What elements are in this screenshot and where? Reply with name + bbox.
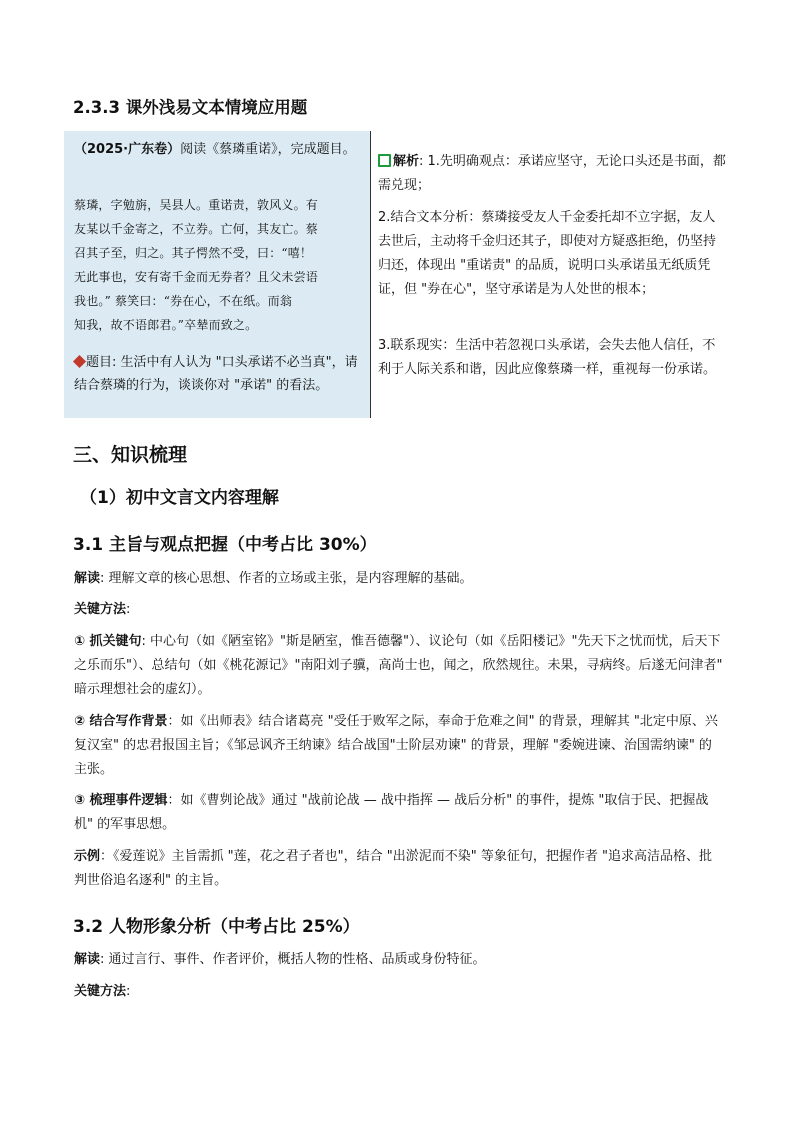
method-3-label: ③ 梳理事件逻辑 [74, 793, 168, 808]
question-topic [74, 351, 370, 397]
section-title-3-2: 3.2 人物形象分析（中考占比 25%） [73, 917, 360, 937]
interp-label: 解读 [74, 952, 101, 967]
method-2-text: ：如《出师表》结合诸葛亮 "受任于败军之际，奉命于危难之间" 的背景，理解其 "北定中原、兴复汉室" 的忠君报国主旨；《邹忌讽齐王纳谏》结合战国"士阶层劝谏" 的背景，理解 "委婉进谏、治国需纳谏" 的主张。 [74, 714, 718, 777]
classical-line: 知我，故不语郎君。”卒辇而致之。 [74, 318, 258, 332]
method-3-text: ：如《曹刿论战》通过 "战前论战 — 战中指挥 — 战后分析" 的事件，提炼 "取信于民、把握战机" 的军事思想。 [74, 793, 709, 832]
method-2-label: ② 结合写作背景 [74, 714, 168, 729]
classical-line: 我也。” 蔡笑曰：“券在心，不在纸。而翁 [74, 294, 293, 308]
topic-text: : 生活中有人认为 "口头承诺不必当真"，请结合蔡璘的行为，谈谈你对 "承诺" 的看法。 [74, 355, 358, 393]
interpretation-3-1 [74, 567, 724, 591]
method-1-label: ① 抓关键句 [74, 634, 142, 649]
question-header [74, 138, 366, 162]
answer-point-1 [378, 150, 728, 198]
subsection-title-1: （1）初中文言文内容理解 [80, 488, 279, 508]
classical-text [74, 193, 366, 337]
classical-line: 召其子至，归之。其子愕然不受，曰：“嘻！ [74, 246, 313, 260]
section-title-3-1: 3.1 主旨与观点把握（中考占比 30%） [73, 535, 377, 555]
question-instruction: 阅读《蔡璘重诺》，完成题目。 [180, 142, 356, 157]
example-label: 示例 [74, 849, 101, 864]
section-title-2-3-3: 2.3.3 课外浅易文本情境应用题 [73, 98, 308, 117]
answer-point-3: 3.联系现实：生活中若忽视口头承诺，会失去他人信任，不利于人际关系和谐，因此应像蔡璘一样，重视每一份承诺。 [378, 338, 717, 377]
interpretation-3-2 [74, 948, 724, 972]
method-1 [74, 630, 724, 702]
interp-text: : 理解文章的核心思想、作者的立场或主张，是内容理解的基础。 [100, 571, 473, 586]
method-2 [74, 710, 724, 782]
green-checkbox-icon [378, 154, 391, 167]
panel-divider [370, 131, 371, 418]
methods-colon: : [126, 984, 131, 999]
interp-text: : 通过言行、事件、作者评价，概括人物的性格、品质或身份特征。 [100, 952, 486, 967]
classical-line: 蔡璘，字勉旃，吴县人。重诺责，敦风义。有 [74, 198, 319, 212]
methods-colon: : [126, 602, 131, 617]
example-3-1 [74, 845, 724, 893]
answer-label: 解析 [393, 154, 420, 169]
methods-heading-3-1 [74, 598, 724, 622]
methods-label: 关键方法 [74, 984, 127, 999]
interp-label: 解读 [74, 571, 101, 586]
question-source: （2025·广东卷） [74, 142, 181, 157]
answer-p1: : 1.先明确观点：承诺应坚守，无论口头还是书面，都需兑现； [378, 154, 726, 193]
classical-line: 友某以千金寄之，不立券。亡何，其友亡。蔡 [74, 222, 319, 236]
method-3 [74, 789, 724, 837]
answer-point-2: 2.结合文本分析：蔡璘接受友人千金委托却不立字据，友人去世后，主动将千金归还其子，即使对方疑惑拒绝，仍坚持归还，体现出 "重诺责" 的品质，说明口头承诺虽无纸质凭证，但 "券在心"，坚守承诺是为人处世的根本； [378, 210, 717, 297]
methods-heading-3-2 [74, 980, 724, 1004]
classical-line: 无此事也，安有寄千金而无券者？且父未尝语 [74, 270, 319, 284]
example-text: ：《爱莲说》主旨需抓 "莲，花之君子者也"，结合 "出淤泥而不染" 等象征句，把握作者 "追求高洁品格、批判世俗追名逐利" 的主旨。 [74, 849, 712, 888]
topic-label: 题目 [86, 355, 113, 370]
section-title-3: 三、知识梳理 [73, 444, 188, 466]
method-1-text: : 中心句（如《陋室铭》"斯是陋室，惟吾德馨"）、议论句（如《岳阳楼记》"先天下之忧而忧，后天下之乐而乐"）、总结句（如《桃花源记》"南阳刘子骥，高尚士也，闻之，欣然规往。未果，寻病终。后遂无问津者" 暗示理想社会的虚幻）。 [74, 634, 723, 697]
red-diamond-icon [74, 356, 85, 367]
methods-label: 关键方法 [74, 602, 127, 617]
